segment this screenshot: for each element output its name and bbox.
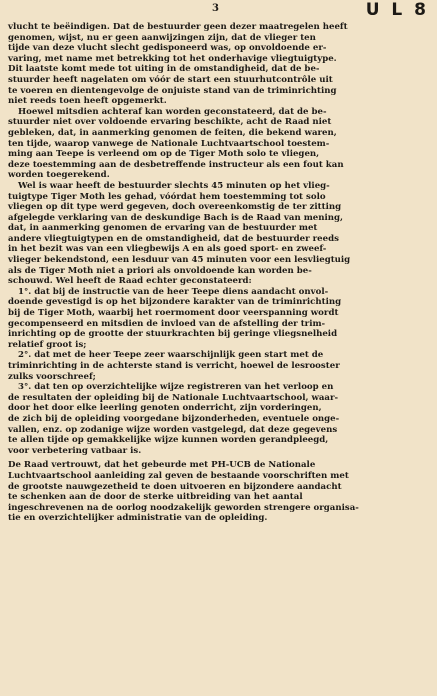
text-line: De Raad vertrouwt, dat het gebeurde met PH-UCB de Nationale [8,460,316,471]
text-line: vallen, enz. op zodanige wijze worden vastgelegd, dat deze gegevens [8,424,338,435]
text-line: stuurder niet over voldoende ervaring beschikte, acht de Raad niet [8,117,332,128]
paragraph-p1 [8,22,432,107]
text-line: zulks voorschreef; [8,371,96,382]
text-line: 3°. dat ten op overzichtelijke wijze registreren van het verloop en [18,382,334,393]
text-line: in het bezit was van een vliegbewijs A en als goed sport- en zweef- [8,244,327,255]
text-line: Wel is waar heeft de bestuurder slechts 45 minuten op het vlieg- [18,180,330,191]
paragraph-p3 [8,181,432,287]
text-line: te schenken aan de door de sterke uitbreiding van het aantal [8,492,303,503]
paragraph-p5 [8,350,432,382]
text-line: ingeschrevenen na de oorlog noodzakelijk geworden strengere organisa- [8,502,359,513]
text-line: te allen tijde op gemakkelijke wijze kunnen worden gerandpleegd, [8,435,329,446]
text-line: vlieger bekendstond, een lesduur van 45 minuten voor een lesvliegtuig [8,255,351,266]
paragraph-p2 [8,107,432,181]
text-line: afgelegde verklaring van de deskundige Bach is de Raad van mening, [8,212,344,223]
text-line: relatief groot is; [8,339,87,350]
text-line: Dit laatste komt mede tot uiting in de omstandigheid, dat de be- [8,64,320,75]
text-line: niet reeds toen heeft opgemerkt. [8,96,167,107]
text-line: inrichting op de grootte der stuurkrachten bij geringe vliegsnelheid [8,329,338,340]
text-line: worden toegerekend. [8,170,110,181]
paragraph-p6 [8,382,432,456]
text-line: vlucht te beëindigen. Dat de bestuurder geen dezer maatregelen heeft [8,22,348,32]
text-line: te voeren en dientengevolge de onjuiste stand van de triminrichting [8,85,337,96]
text-line: gebleken, dat, in aanmerking genomen de feiten, die bekend waren, [8,127,337,138]
text-line: voor verbetering vatbaar is. [8,445,142,456]
text-line: andere vliegtuigtypen en de omstandigheid, dat de bestuurder reeds [8,233,339,244]
text-line: stuurder heeft nagelaten om vóór de start een stuurhutcontrôle uit [8,74,333,85]
text-line: dat, in aanmerking genomen de ervaring van de bestuurder met [8,223,318,234]
text-line: door het door elke leerling genoten onderricht, zijn vorderingen, [8,403,322,414]
page-number: 3 [212,3,219,14]
text-line: doende gevestigd is op het bijzondere karakter van de triminrichting [8,297,342,308]
text-line: de grootste nauwgezetheid te doen uitvoeren en bijzondere aandacht [8,481,342,492]
text-line: ten tijde, waarop vanwege de Nationale Luchtvaartschool toestem- [8,138,330,149]
text-line: triminrichting in de achterste stand is verricht, hoewel de lesrooster [8,361,340,371]
text-line: gecompenseerd en mitsdien de invloed van de afstelling der trim- [8,318,326,329]
text-line: de resultaten der opleiding bij de Nationale Luchtvaartschool, waar- [8,392,339,403]
text-line: Luchtvaartschool aanleiding zal geven de bestaande voorschriften met [8,470,349,481]
text-line: vliegen op dit type werd gegeven, doch overeenkomstig de ter zitting [8,202,342,213]
text-line: tie en overzichtelijker administratie van de opleiding. [8,513,268,524]
text-line: bij de Tiger Moth, waarbij het roermoment door veerspanning wordt [8,308,339,319]
text-line: Hoewel mitsdien achteraf kan worden geconstateerd, dat de be- [18,106,327,117]
text-line: tijde van deze vlucht slecht gedisponeerd was, op onvoldoende er- [8,43,327,54]
paragraph-p7 [8,460,432,524]
text-line: deze toestemming aan de desbetreffende instructeur als een fout kan [8,159,344,170]
paragraph-p4 [8,287,432,351]
document-code: U L 8 [365,0,429,20]
text-line: de zich bij de opleiding voorgedane bijzonderheden, eventuele onge- [8,413,340,424]
text-line: schouwd. Wel heeft de Raad echter geconstateerd: [8,276,252,287]
text-line: genomen, wijst, nu er geen aanwijzingen zijn, dat de vlieger ten [8,32,316,43]
text-line: als de Tiger Moth niet a priori als onvoldoende kan worden be- [8,265,312,276]
text-line: varing, met name met betrekking tot het onderhavige vliegtuigtype. [8,53,337,64]
text-line: 1°. dat bij de instructie van de heer Teepe diens aandacht onvol- [18,286,329,297]
text-line: ming aan Teepe is verleend om op de Tiger Moth solo te vliegen, [8,149,320,160]
text-line: tuigtype Tiger Moth les gehad, vóórdat hem toestemming tot solo [8,191,326,202]
text-line: 2°. dat met de heer Teepe zeer waarschijnlijk geen start met de [18,350,324,361]
body-text [8,22,432,524]
